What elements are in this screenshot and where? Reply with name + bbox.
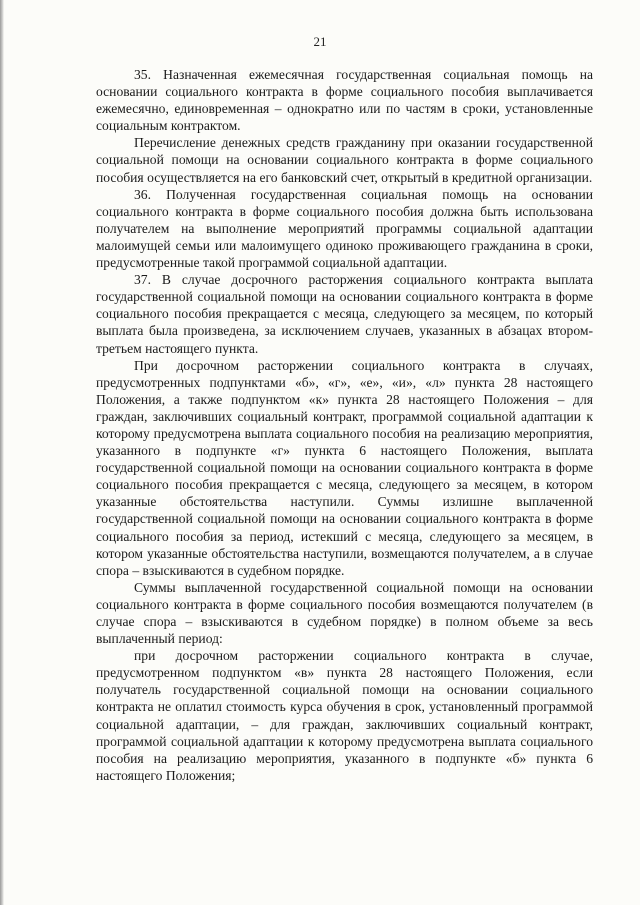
paragraph-36: 36. Полученная государственная социальная помощь на основании социального контракта в форме социального пособия должна быть использована получателем на выполнение мероприятий программы социальной адаптации малоимущей семьи или малоимущего одиноко проживающего гражданина в сроки, предусмотренные такой программой социальной адаптации. xyxy=(96,186,593,271)
paragraph-37: 37. В случае досрочного расторжения социального контракта выплата государственной социальной помощи на основании социального контракта в форме социального пособия прекращается с месяца, следующего за месяцем, по который выплата была произведена, за исключением случаев, указанных в абзацах втором-третьем настоящего пункта. xyxy=(96,272,593,356)
paragraph-early-termination: При досрочном расторжении социального контракта в случаях, предусмотренных подпунктами «б», «г», «е», «и», «л» пункта 28 настоящего Положения, а также подпунктом «к» пункта 28 настоящего Положения – для граждан, заключивших социальный контракт, программой социальной адаптации к которому предусмотрена выплата социального пособия на реализацию мероприятия, указанного в подпункте «г» пункта 6 настоящего Положения, выплата государственной социальной помощи на основании социального контракта в форме социального пособия прекращается с месяца, следующего за месяцем, в котором указанные обстоятельства наступили. Суммы излишне выплаченной государственной социальной помощи на основании социального контракта в форме социального пособия за период, истекший с месяца, следующего за месяцем, в котором указанные обстоятельства наступили, возмещаются получателем, а в случае спора – взыскиваются в судебном порядке. xyxy=(96,357,593,578)
paragraph-35: 35. Назначенная ежемесячная государственная социальная помощь на основании социального контракта в форме социального пособия выплачивается ежемесячно, единовременная – однократно или по частям в сроки, установленные социальным контрактом. xyxy=(96,67,593,134)
paragraph-transfer: Перечисление денежных средств гражданину при оказании государственной социальной помощи на основании социального контракта в форме социального пособия осуществляется на его банковский счет, открытый в кредитной организации. xyxy=(96,135,593,185)
page-number: 21 xyxy=(313,34,327,49)
paragraph-refund: Суммы выплаченной государственной социальной помощи на основании социального контракта в форме социального пособия возмещаются получателем (в случае спора – взыскиваются в судебном порядке) в полном объеме за весь выплаченный период: xyxy=(96,579,593,647)
document-body xyxy=(96,66,593,784)
scan-edge xyxy=(0,0,4,905)
paragraph-course-payment: при досрочном расторжении социального контракта в случае, предусмотренном подпунктом «в» пункта 28 настоящего Положения, если получатель государственной социальной помощи на основании социального контракта не оплатил стоимость курса обучения в срок, установленный программой социальной адаптации, – для граждан, заключивших социальный контракт, программой социальной адаптации к которому предусмотрена выплата социального пособия на реализацию мероприятия, указанного в подпункте «б» пункта 6 настоящего Положения; xyxy=(96,648,593,783)
